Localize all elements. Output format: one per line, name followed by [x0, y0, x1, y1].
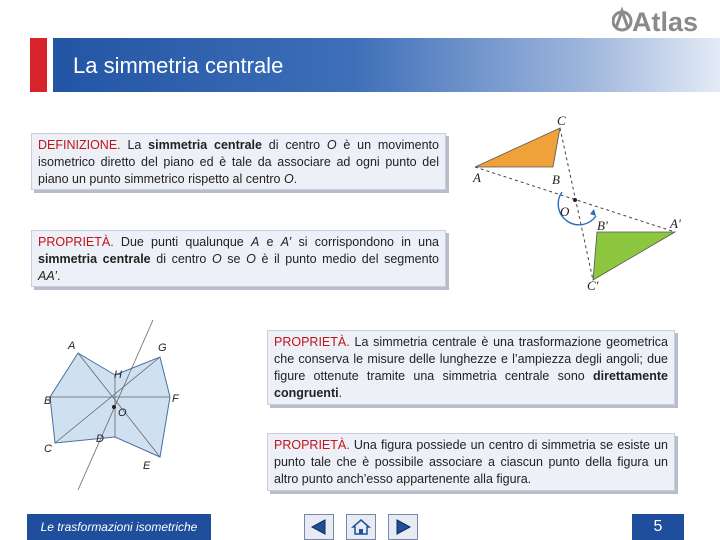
label-o: O: [560, 204, 570, 219]
definition-text-3: è un movimento isometrico diretto del piano ed è tale da associare ad ogni punto del piano un punto simmetrico rispetto al centro: [38, 138, 439, 186]
property-3-label: PROPRIETÀ.: [274, 438, 350, 452]
triangle-symmetry-figure: [470, 110, 690, 295]
title-accent: [30, 38, 47, 92]
property-1-point-a1: A’: [280, 235, 292, 249]
hex-label-o: O: [118, 407, 127, 419]
property-1-text-4: di centro: [150, 252, 212, 266]
definition-text-2: di centro: [261, 138, 327, 152]
property-box-3: [267, 433, 675, 491]
logo-text: Atlas: [632, 7, 699, 37]
property-1-text-5: se: [221, 252, 247, 266]
next-triangle-icon: [393, 518, 413, 536]
atlas-logo: [612, 4, 702, 38]
previous-button[interactable]: [304, 514, 334, 540]
property-1-text-2: e: [259, 235, 281, 249]
definition-center-2: O: [283, 172, 294, 186]
hexagon-symmetry-figure: [28, 315, 203, 495]
previous-triangle-icon: [309, 518, 329, 536]
label-c: C: [557, 113, 566, 128]
definition-box: [31, 133, 446, 190]
property-1-label: PROPRIETÀ.: [38, 235, 114, 249]
property-1-term: simmetria centrale: [38, 252, 151, 266]
definition-label: DEFINIZIONE.: [38, 138, 121, 152]
definition-text-1: La: [120, 138, 149, 152]
label-c1: C': [587, 278, 599, 293]
hex-label-g: G: [158, 342, 167, 354]
arrow-head-icon: [590, 209, 596, 216]
property-1-point-a: A: [250, 235, 260, 249]
property-1-text-3: si corrispondono in una: [291, 235, 439, 249]
property-1-text-6: è il punto medio del segmento: [255, 252, 439, 266]
property-2-label: PROPRIETÀ.: [274, 335, 350, 349]
next-button[interactable]: [388, 514, 418, 540]
home-icon: [351, 518, 371, 536]
property-box-2: [267, 330, 675, 405]
title-bar: [30, 38, 720, 92]
property-1-segment: AA’: [38, 269, 57, 283]
property-2-text: La simmetria centrale è una trasformazione geometrica che conserva le misure delle lunghezze e l’ampiezza degli angoli; due figure ottenute tramite una simmetria centrale sono: [274, 335, 668, 383]
label-b: B: [552, 172, 560, 187]
property-1-end: .: [57, 269, 61, 283]
label-a1: A': [670, 216, 681, 231]
definition-end: .: [293, 172, 298, 186]
label-b1: B': [597, 218, 608, 233]
property-box-1: [31, 230, 446, 287]
property-1-center: O: [211, 252, 222, 266]
hex-label-c: C: [44, 443, 52, 455]
symmetric-figure: [50, 353, 170, 457]
page-title: La simmetria centrale: [73, 53, 284, 78]
triangle-image: [593, 232, 675, 280]
hex-label-h: H: [114, 369, 122, 381]
page-number: 5: [632, 514, 684, 540]
property-3-text: Una figura possiede un centro di simmetria se esiste un punto tale che è possibile associare a ciascun punto della figura un altro punto anch’esso appartenente alla figura.: [274, 438, 668, 486]
property-1-text-1: Due punti qualunque: [113, 235, 251, 249]
section-label: Le trasformazioni isometriche: [27, 514, 211, 540]
hexagon-center-point: [112, 405, 116, 409]
definition-center: O: [326, 138, 337, 152]
home-button[interactable]: [346, 514, 376, 540]
hex-label-a: A: [68, 340, 76, 352]
hex-label-d: D: [96, 433, 104, 445]
hex-label-e: E: [143, 460, 151, 472]
property-2-end: .: [338, 386, 343, 400]
label-a: A: [473, 170, 481, 185]
definition-term: simmetria centrale: [148, 138, 262, 152]
triangle-original: [475, 128, 560, 167]
property-1-center-2: O: [246, 252, 256, 266]
property-2-term: direttamente congruenti: [274, 369, 668, 400]
center-point: [573, 198, 577, 202]
hex-label-b: B: [44, 395, 52, 407]
hex-label-f: F: [172, 393, 179, 405]
